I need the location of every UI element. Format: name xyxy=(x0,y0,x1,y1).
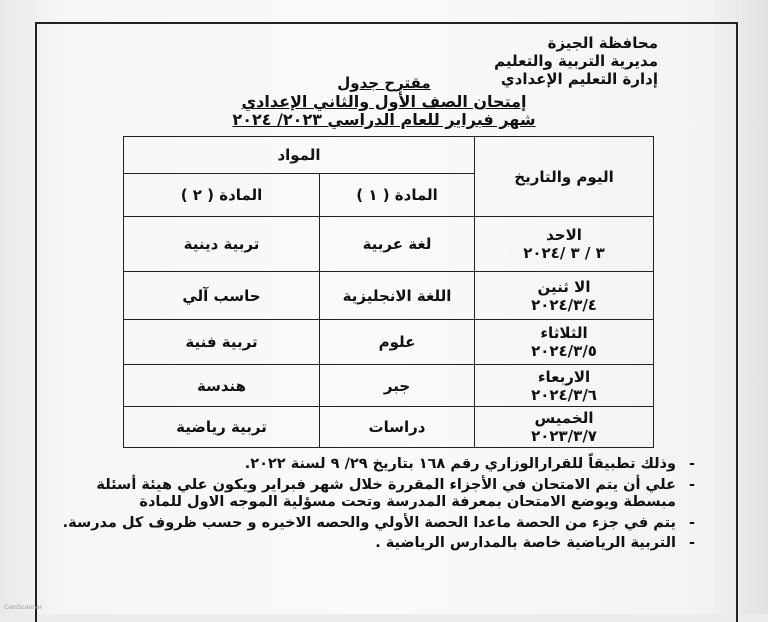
directorate-label: مديرية التربية والتعليم xyxy=(494,52,658,70)
subject2-cell: تربية فنية xyxy=(124,320,320,365)
notes-list xyxy=(60,456,700,556)
note-text: التربية الرياضية خاصة بالمدارس الرياضية . xyxy=(375,535,676,551)
day-name: الاحد xyxy=(546,226,582,244)
bullet-dash: - xyxy=(688,476,696,493)
day-cell xyxy=(475,365,654,407)
day-cell xyxy=(475,407,654,448)
table-row xyxy=(124,320,654,365)
list-item xyxy=(60,477,700,512)
doc-title-proposal: مقترح جدول xyxy=(337,74,431,92)
day-date: ٢٠٢٤/٣/٦ xyxy=(531,385,597,404)
bullet-dash: - xyxy=(688,456,696,472)
subject2-header: المادة ( ٢ ) xyxy=(124,174,320,217)
list-item xyxy=(60,535,700,553)
list-item xyxy=(60,456,700,474)
day-name: الثلاثاء xyxy=(540,324,588,342)
day-date: ٢٠٢٣/٣/٧ xyxy=(531,427,597,445)
subject1-cell: لغة عربية xyxy=(320,217,475,272)
scanner-watermark: CamScanner xyxy=(4,604,43,611)
table-row xyxy=(124,217,654,272)
table-row xyxy=(124,272,654,320)
subject1-cell: دراسات xyxy=(320,407,475,448)
administration-label: إدارة التعليم الإعدادي xyxy=(500,70,658,88)
subject2-cell: تربية دينية xyxy=(124,217,320,272)
day-date: ٣ / ٣ /٢٠٢٤ xyxy=(523,244,605,262)
day-cell xyxy=(475,320,654,365)
subject1-cell: اللغة الانجليزية xyxy=(320,272,475,320)
note-text: علي أن يتم الامتحان في الأجزاء المقررة خلال شهر فبراير ويكون علي هيئة أسئلة مبسطة ويوضع الامتحان بمعرفة المدرسة وتحت مسؤلية الموجه الاول للمادة xyxy=(96,476,676,510)
subject2-cell: حاسب آلي xyxy=(124,272,320,320)
doc-title-term: شهر فبراير للعام الدراسي ٢٠٢٣/ ٢٠٢٤ xyxy=(232,110,536,129)
subject2-cell: تربية رياضية xyxy=(124,407,320,448)
subject1-cell: علوم xyxy=(320,320,475,365)
subject2-cell: هندسة xyxy=(124,365,320,407)
day-cell xyxy=(475,217,654,272)
day-name: الاربعاء xyxy=(537,367,591,386)
list-item xyxy=(60,515,700,533)
exam-schedule-table xyxy=(123,136,654,448)
doc-title-exam: إمتحان الصف الأول والثاني الإعدادي xyxy=(241,92,527,111)
bullet-dash: - xyxy=(688,514,696,531)
note-text: يتم في جزء من الحصة ماعدا الحصة الأولي والحصه الاخيره و حسب ظروف كل مدرسة. xyxy=(62,514,676,531)
governorate-label: محافظة الجيزة xyxy=(547,34,658,52)
note-text: وذلك تطبيقاً للقرارالوزاري رقم ١٦٨ بتاريخ ٢٩/ ٩ لسنة ٢٠٢٢. xyxy=(244,456,676,472)
subject1-cell: جبر xyxy=(320,365,475,407)
day-date-header: اليوم والتاريخ xyxy=(475,137,654,217)
day-name: الخميس xyxy=(534,409,594,427)
day-name: الا ثنين xyxy=(537,277,591,296)
subjects-header: المواد xyxy=(124,137,475,174)
bullet-dash: - xyxy=(688,535,696,551)
day-cell xyxy=(475,272,654,320)
table-row xyxy=(124,407,654,448)
table-row xyxy=(124,365,654,407)
day-date: ٢٠٢٤/٣/٥ xyxy=(531,342,597,360)
day-date: ٢٠٢٤/٣/٤ xyxy=(531,295,597,314)
subject1-header: المادة ( ١ ) xyxy=(320,174,475,217)
